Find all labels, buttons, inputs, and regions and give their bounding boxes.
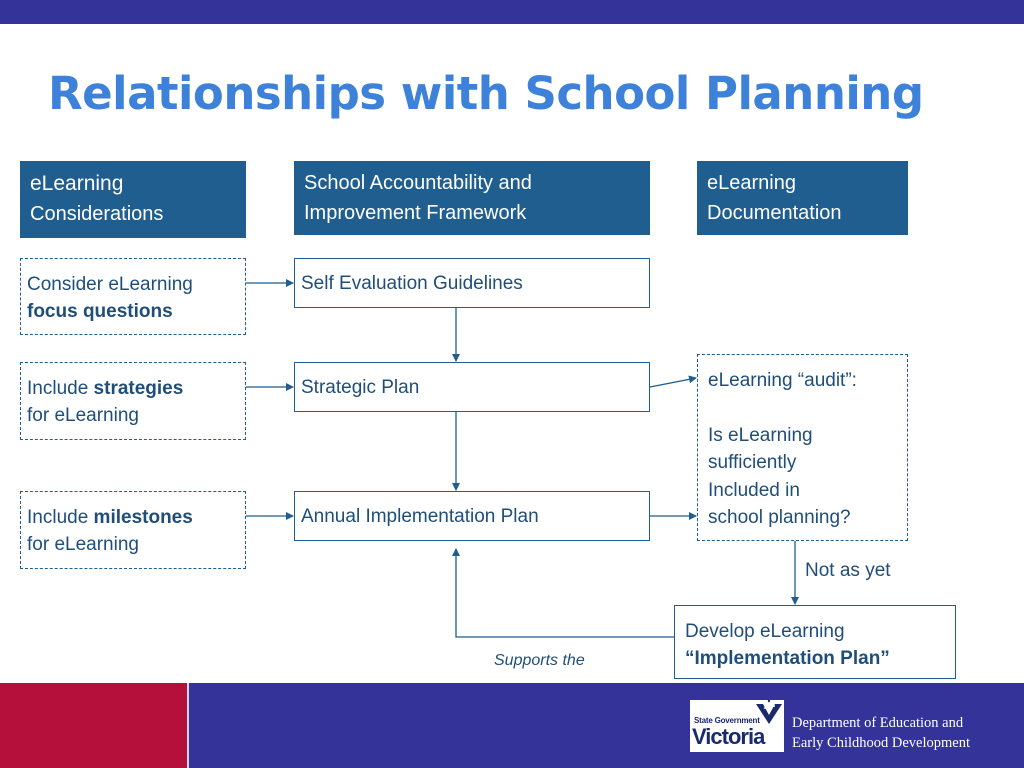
box-line: Self Evaluation Guidelines [301,273,523,294]
slide-title: Relationships with School Planning [48,67,924,120]
arrow-strategic-to-audit [650,378,696,387]
box-line: Strategic Plan [301,377,420,398]
header-line: eLearning [30,172,124,195]
box-line: sufficiently [708,452,797,473]
header-line: Documentation [707,202,842,224]
dept-line: Early Childhood Development [792,735,970,751]
logo-victoria: Victoria [692,724,765,749]
supports-the-label: Supports the [494,652,585,669]
dept-line: Department of Education and [792,715,964,731]
header-line: eLearning [707,172,796,194]
not-as-yet-label: Not as yet [805,560,891,581]
box-line-bold: focus questions [27,301,173,322]
box-line: for eLearning [27,405,139,426]
footer-divider [187,683,189,768]
box-line: Included in [708,479,800,501]
box-line: Annual Implementation Plan [301,506,539,527]
box-line: eLearning “audit”: [708,370,857,391]
box-line-bold: “Implementation Plan” [685,648,890,669]
header-line: Considerations [30,203,164,225]
box-line: Consider eLearning [27,274,193,295]
department-name [792,713,970,753]
box-line: for eLearning [27,534,139,555]
header-line: Improvement Framework [304,202,527,224]
arrow-develop-supports-annual [456,549,674,637]
box-line: Develop eLearning [685,621,845,642]
logo-state-government: State Government [694,716,760,725]
footer-red-block [0,683,187,768]
box-line: school planning? [708,507,851,528]
box-line: Is eLearning [708,424,813,446]
box-line: Include strategies [27,378,184,399]
header-line: School Accountability and [304,172,532,194]
box-line: Include milestones [27,507,193,528]
